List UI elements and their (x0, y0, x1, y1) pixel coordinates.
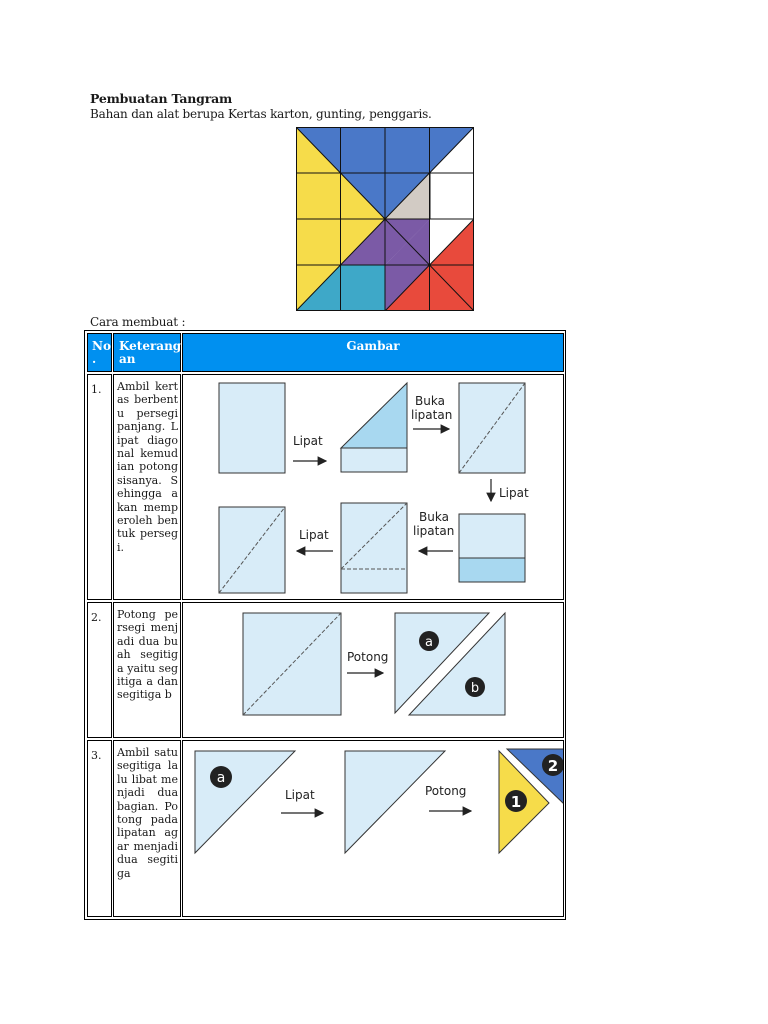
lipat-label-3: Lipat (285, 788, 315, 802)
header-no (87, 333, 112, 372)
row-3-desc (113, 740, 181, 917)
row-1-desc (113, 374, 181, 600)
row-2-no (87, 602, 112, 738)
lipat-label-2: Lipat (299, 528, 329, 542)
steps-table (84, 330, 566, 920)
label-b-text: b (470, 681, 480, 696)
label-2-text: 2 (547, 757, 559, 775)
page-title: Pembuatan Tangram (90, 91, 233, 106)
label-1-text: 1 (510, 793, 522, 811)
potong-label-1: Potong (347, 650, 389, 664)
row-1-image (182, 374, 564, 600)
lipat-label-down: Lipat (499, 486, 529, 500)
paper-rect-1 (219, 383, 285, 473)
header-no-text: No . (92, 339, 111, 366)
triangle-a-step3 (195, 751, 295, 853)
lipatan-label-2: lipatan (413, 524, 455, 538)
row-2-desc (113, 602, 181, 738)
materials-text: Bahan dan alat berupa Kertas karton, gunting, penggaris. (90, 107, 432, 121)
row-2-image (182, 602, 564, 738)
steps-label: Cara membuat : (90, 315, 186, 329)
triangle-folded-3 (345, 751, 445, 853)
header-keterangan-text: Keterang an (119, 339, 182, 366)
row-3-fold-cut-diagram (183, 741, 564, 917)
paper-rect-5 (341, 503, 407, 593)
header-gambar (182, 333, 564, 372)
header-gambar-text: Gambar (346, 339, 400, 353)
row-1-fold-diagram (183, 375, 564, 600)
row-3-no (87, 740, 112, 917)
paper-rect-4-fold (459, 558, 525, 582)
paper-folded-2 (341, 448, 407, 472)
row-2-no-text: 2. (91, 611, 102, 624)
row-1-desc-text: Ambil kertas berbentu persegi panjang. Lipat diagonal kemudian potong sisanya. Sehingga akan memperoleh bentuk persegi. (117, 380, 178, 554)
tangram-figure (296, 127, 474, 311)
row-1-no (87, 374, 112, 600)
label-a-text: a (425, 635, 433, 650)
paper-fold-triangle-2 (341, 383, 407, 448)
header-keterangan (113, 333, 181, 372)
row-2-desc-text: Potong persegi menjadi dua buah segitiga yaitu segitiga a dan segitiga b (117, 608, 178, 702)
row-3-no-text: 3. (91, 749, 102, 762)
paper-rect-4 (459, 514, 525, 558)
row-3-image (182, 740, 564, 917)
buka-label-2: Buka (419, 510, 449, 524)
potong-label-3: Potong (425, 784, 467, 798)
row-1-no-text: 1. (91, 383, 102, 396)
lipatan-label-1: lipatan (411, 408, 453, 422)
row-2-cut-diagram (183, 603, 564, 738)
label-a-text-3: a (216, 770, 226, 786)
row-3-desc-text: Ambil satu segitiga lalu libat menjadi dua bagian. Potong pada lipatan agar menjadi dua segitiga (117, 746, 178, 880)
buka-label-1: Buka (415, 394, 445, 408)
lipat-label-1: Lipat (293, 434, 323, 448)
